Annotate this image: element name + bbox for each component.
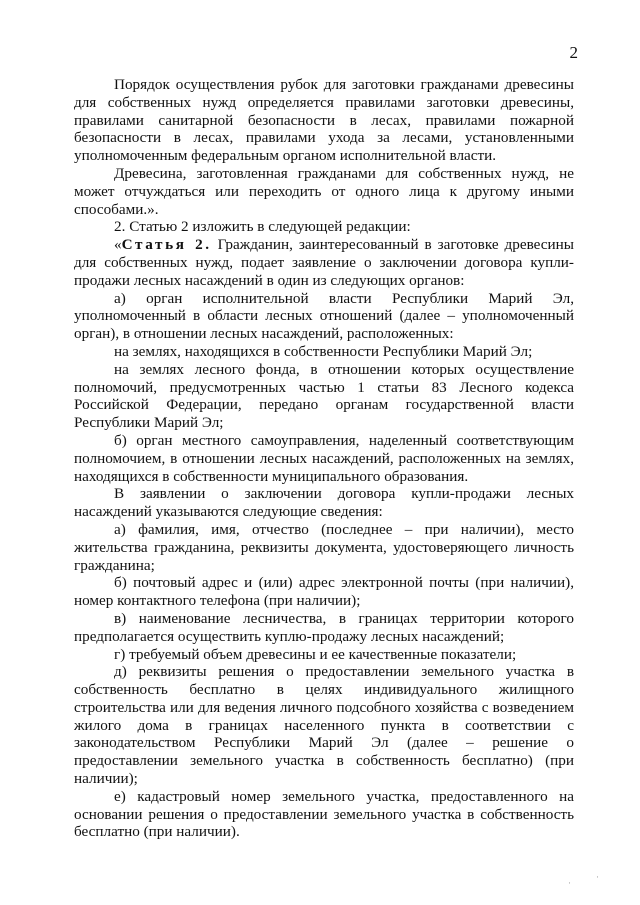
paragraph-item-a-authority: а) орган исполнительной власти Республики Марий Эл, уполномоченный в области лесных отношений (далее – уполномоченный орган), в отношении лесных насаждений, расположенных:: [74, 289, 574, 343]
paragraph-item-b-local-government: б) орган местного самоуправления, наделенный соответствующим полномочием, в отношении лесных насаждений, расположенных на землях, находящихся в собственности муниципального образования.: [74, 431, 574, 485]
paragraph-item-e-cadastral: е) кадастровый номер земельного участка, предоставленного на основании решения о предоставлении земельного участка в собственность бесплатно (при наличии).: [74, 787, 574, 841]
paragraph-forest-fund-lands: на землях лесного фонда, в отношении которых осуществление полномочий, предусмотренных частью 1 статьи 83 Лесного кодекса Российской Федерации, передано органам государственной власти Республики Марий Эл;: [74, 360, 574, 432]
page-number: 2: [569, 43, 578, 62]
document-body: [74, 76, 574, 841]
paragraph-item-d-decision: д) реквизиты решения о предоставлении земельного участка в собственность бесплатно в целях индивидуального жилищного строительства или для ведения личного подсобного хозяйства с возведением жилого дома в границах населенного пункта в соответствии с законодательством Республики Марий Эл (далее – решение о предоставлении земельного участка в собственность бесплатно) (при наличии);: [74, 663, 574, 788]
paragraph-item-g-volume: г) требуемый объем древесины и ее качественные показатели;: [114, 645, 517, 663]
paragraph-item-a-name: а) фамилия, имя, отчество (последнее – при наличии), место жительства гражданина, реквизиты документа, удостоверяющего личность гражданина;: [74, 520, 574, 574]
scan-speck: ·: [568, 878, 571, 888]
paragraph-article2-intro: [74, 236, 574, 289]
opening-quote: «: [114, 236, 122, 254]
paragraph-felling-procedure: Порядок осуществления рубок для заготовки гражданами древесины для собственных нужд определяется правилами заготовки древесины, правилами санитарной безопасности в лесах, правилами пожарной безопасности в лесах, правилами ухода за лесами, установленными уполномоченным федеральным органом исполнительной власти.: [74, 76, 574, 165]
paragraph-article2-amend: 2. Статью 2 изложить в следующей редакции:: [114, 218, 411, 236]
paragraph-republic-lands: на землях, находящихся в собственности Республики Марий Эл;: [114, 342, 533, 360]
article-label: Статья 2.: [121, 236, 212, 254]
paragraph-wood-alienation: Древесина, заготовленная гражданами для собственных нужд, не может отчуждаться или переходить от одного лица к другому иными способами.».: [74, 164, 574, 218]
scan-speck: ·: [596, 872, 599, 882]
paragraph-item-v-forestry: в) наименование лесничества, в границах территории которого предполагается осуществить куплю-продажу лесных насаждений;: [74, 609, 574, 645]
article-text: Гражданин, заинтересованный в заготовке древесины для собственных нужд, подает заявление о заключении договора купли-продажи лесных насаждений в один из следующих органов:: [74, 236, 574, 289]
paragraph-item-b-address: б) почтовый адрес и (или) адрес электронной почты (при наличии), номер контактного телефона (при наличии);: [74, 574, 574, 610]
paragraph-application-info: В заявлении о заключении договора купли-продажи лесных насаждений указываются следующие сведения:: [74, 485, 574, 521]
